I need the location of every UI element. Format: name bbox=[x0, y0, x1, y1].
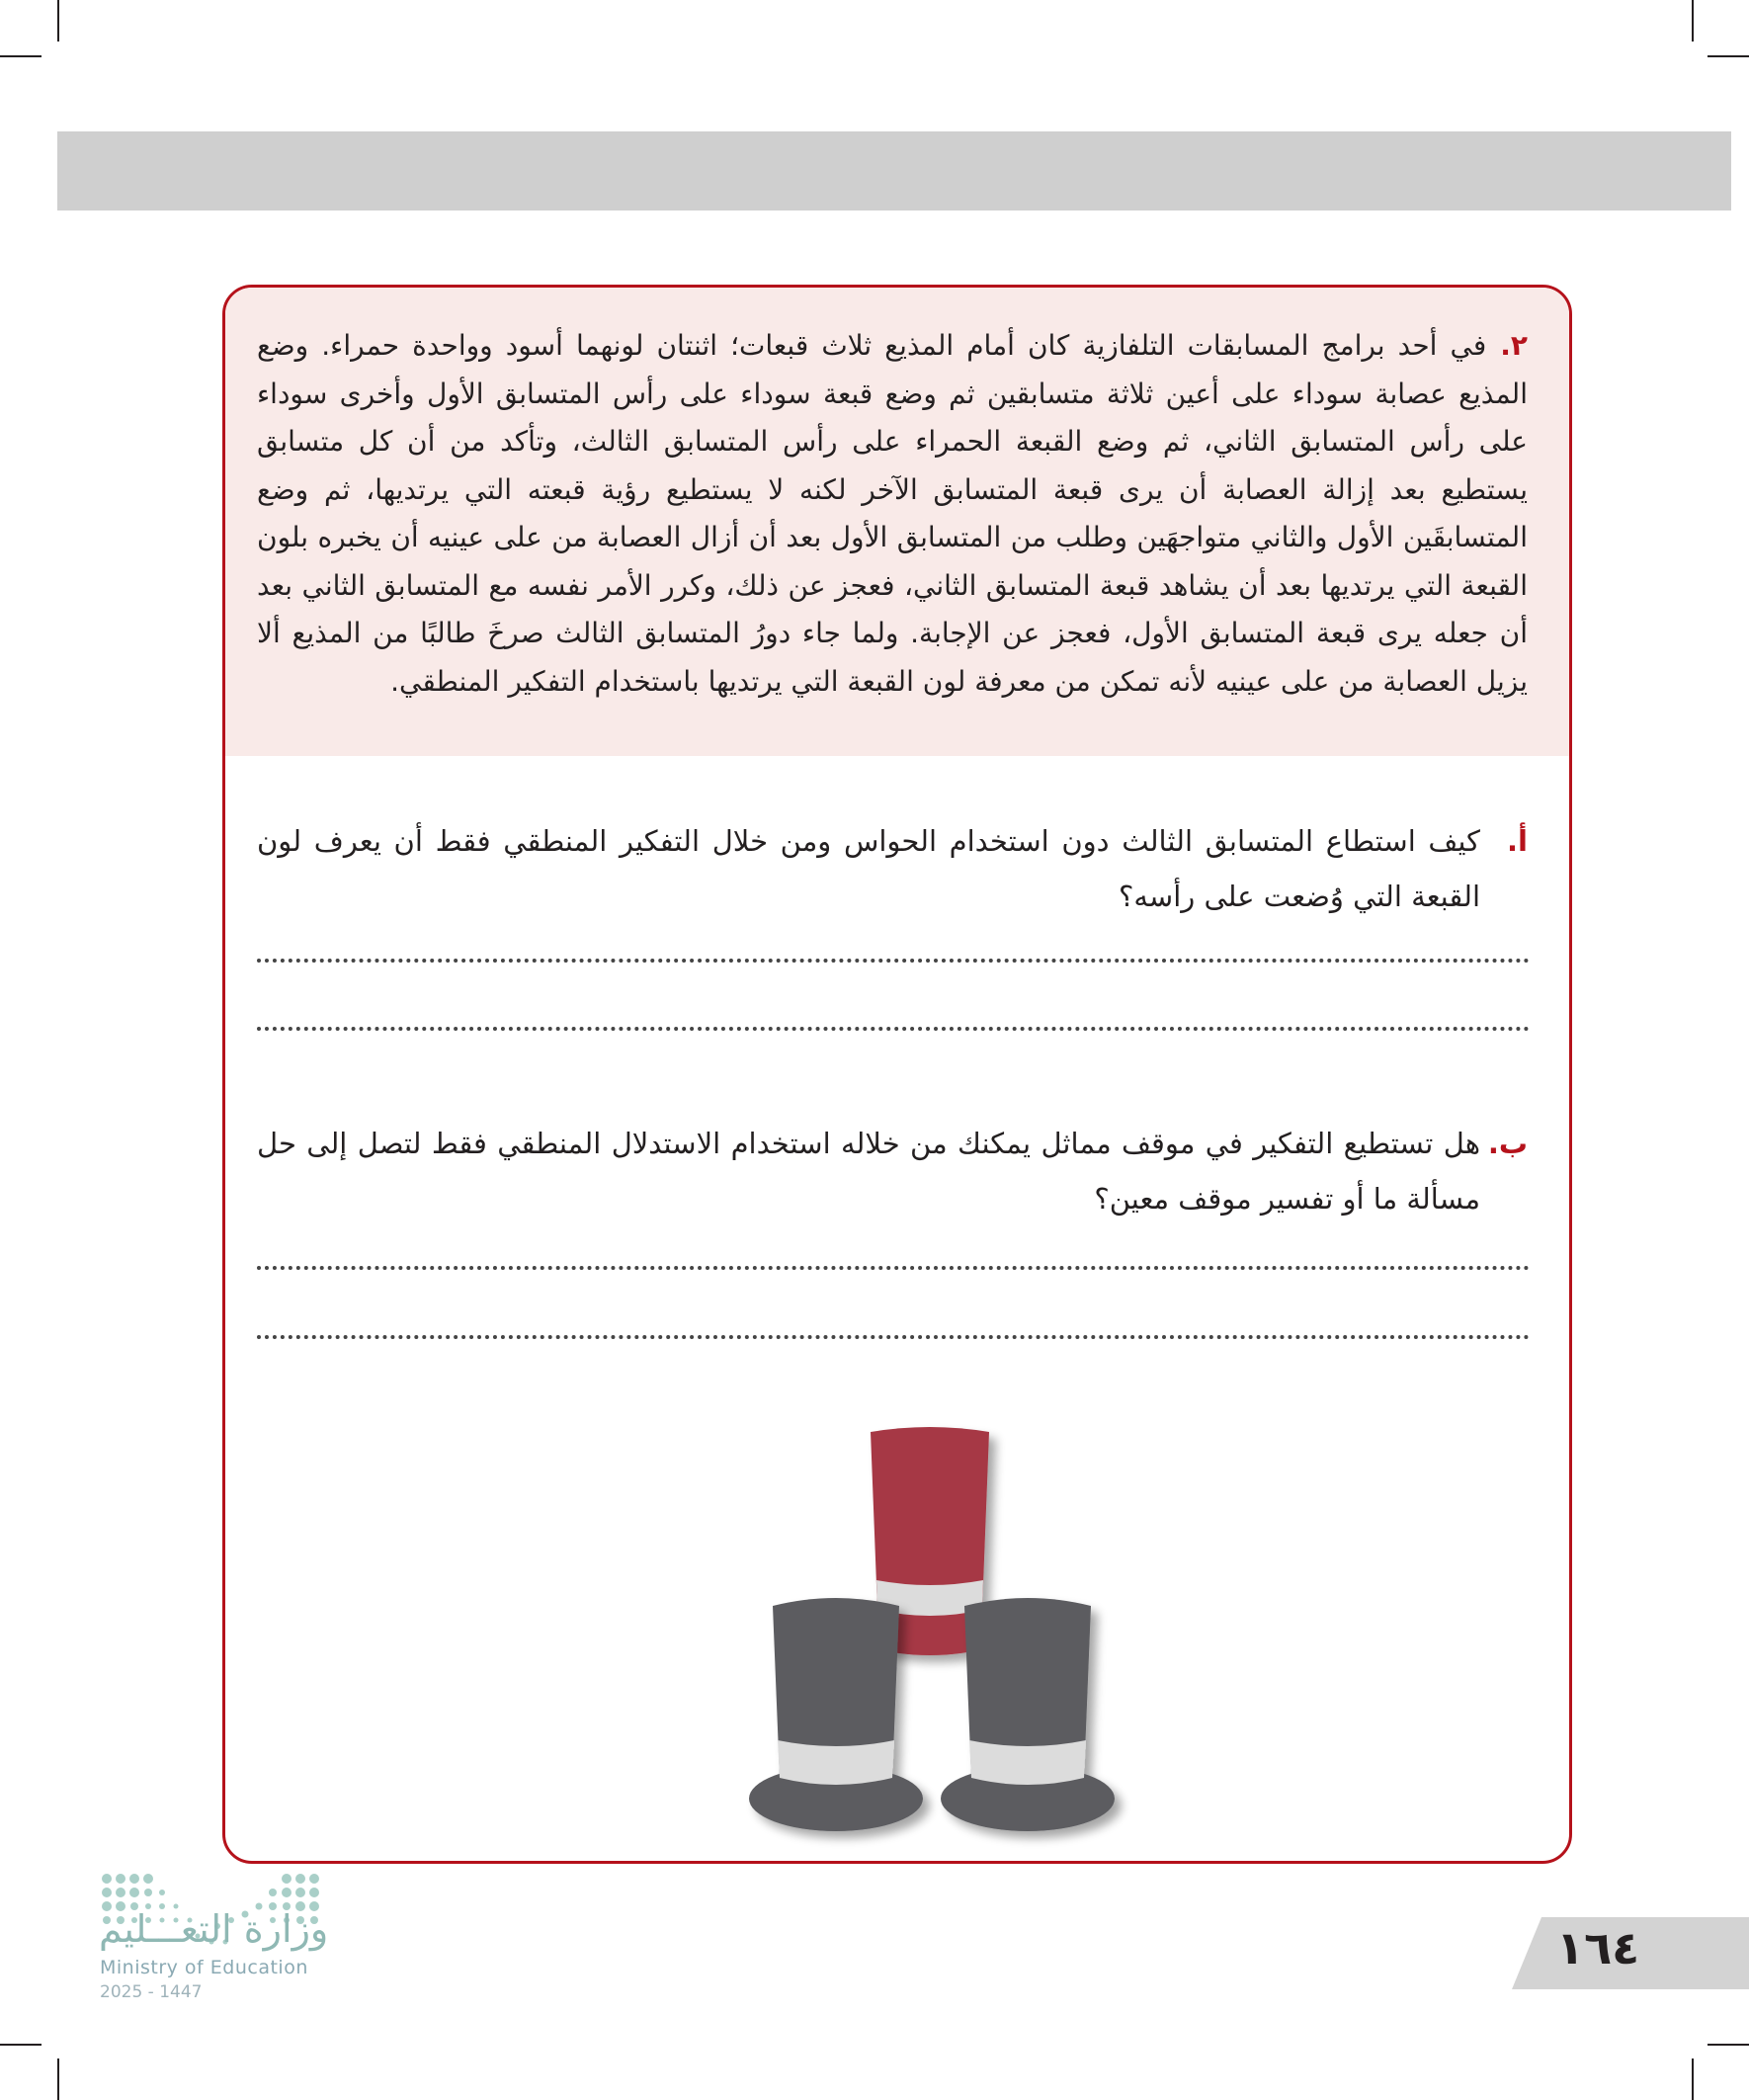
question-label: أ. bbox=[1507, 824, 1528, 858]
ministry-logo-arabic: وزارة التعـــليم bbox=[99, 1907, 329, 1951]
answer-line[interactable] bbox=[257, 1266, 1530, 1270]
hats-illustration bbox=[719, 1422, 1134, 1857]
crop-mark bbox=[57, 0, 59, 42]
crop-mark bbox=[1692, 2058, 1694, 2100]
black-hat-left bbox=[749, 1598, 923, 1831]
question-label: ب. bbox=[1487, 1127, 1528, 1160]
answer-line[interactable] bbox=[257, 1027, 1530, 1031]
ministry-logo-english: Ministry of Education bbox=[100, 1957, 308, 1978]
header-band bbox=[57, 131, 1731, 210]
exercise-frame bbox=[222, 285, 1572, 1864]
answer-line[interactable] bbox=[257, 1335, 1530, 1339]
question-text: كيف استطاع المتسابق الثالث دون استخدام الحواس ومن خلال التفكير المنطقي فقط أن يعرف لون القبعة التي وُضعت على رأسه؟ bbox=[257, 824, 1480, 913]
page-number: ١٦٤ bbox=[1556, 1921, 1640, 1974]
question-text: هل تستطيع التفكير في موقف مماثل يمكنك من خلاله استخدام الاستدلال المنطقي فقط لتصل إلى حل مسألة ما أو تفسير موقف معين؟ bbox=[257, 1127, 1480, 1216]
crop-mark bbox=[1707, 55, 1749, 57]
crop-mark bbox=[1707, 2044, 1749, 2046]
black-hat-right bbox=[941, 1598, 1115, 1831]
ministry-logo-year: 2025 - 1447 bbox=[100, 1982, 203, 2002]
crop-mark bbox=[57, 2058, 59, 2100]
question-b bbox=[257, 1116, 1528, 1226]
crop-mark bbox=[0, 55, 42, 57]
crop-mark bbox=[1692, 0, 1694, 42]
question-a bbox=[257, 813, 1528, 924]
answer-line[interactable] bbox=[257, 959, 1530, 963]
crop-mark bbox=[0, 2044, 42, 2046]
problem-text: في أحد برامج المسابقات التلفازية كان أمام المذيع ثلاث قبعات؛ اثنتان لونهما أسود وواحدة حمراء. وضع المذيع عصابة سوداء على أعين ثلاثة متسابقين ثم وضع قبعة سوداء على رأس المتسابق الأول وأخرى سوداء على رأس المتسابق الثاني، ثم وضع القبعة الحمراء على رأس المتسابق الثالث، وتأكد من أن كل متسابق يستطيع بعد إزالة العصابة أن يرى قبعة المتسابق الآخر لكنه لا يستطيع رؤية قبعته التي يرتديها، ثم وضع المتسابقَين الأول والثاني متواجهَين وطلب من المتسابق الأول بعد أن أزال العصابة من على عينيه أن يخبره بلون القبعة التي يرتديها بعد أن يشاهد قبعة المتسابق الثاني، فعجز عن ذلك، وكرر الأمر نفسه مع المتسابق الثاني بعد أن جعله يرى قبعة المتسابق الأول، فعجز عن الإجابة. ولما جاء دورُ المتسابق الثالث صرخَ طالبًا من المذيع ألا يزيل العصابة من على عينيه لأنه تمكن من معرفة لون القبعة التي يرتديها باستخدام التفكير المنطقي. bbox=[257, 329, 1528, 698]
problem-number: ٢. bbox=[1500, 329, 1528, 362]
problem-box bbox=[225, 288, 1569, 756]
